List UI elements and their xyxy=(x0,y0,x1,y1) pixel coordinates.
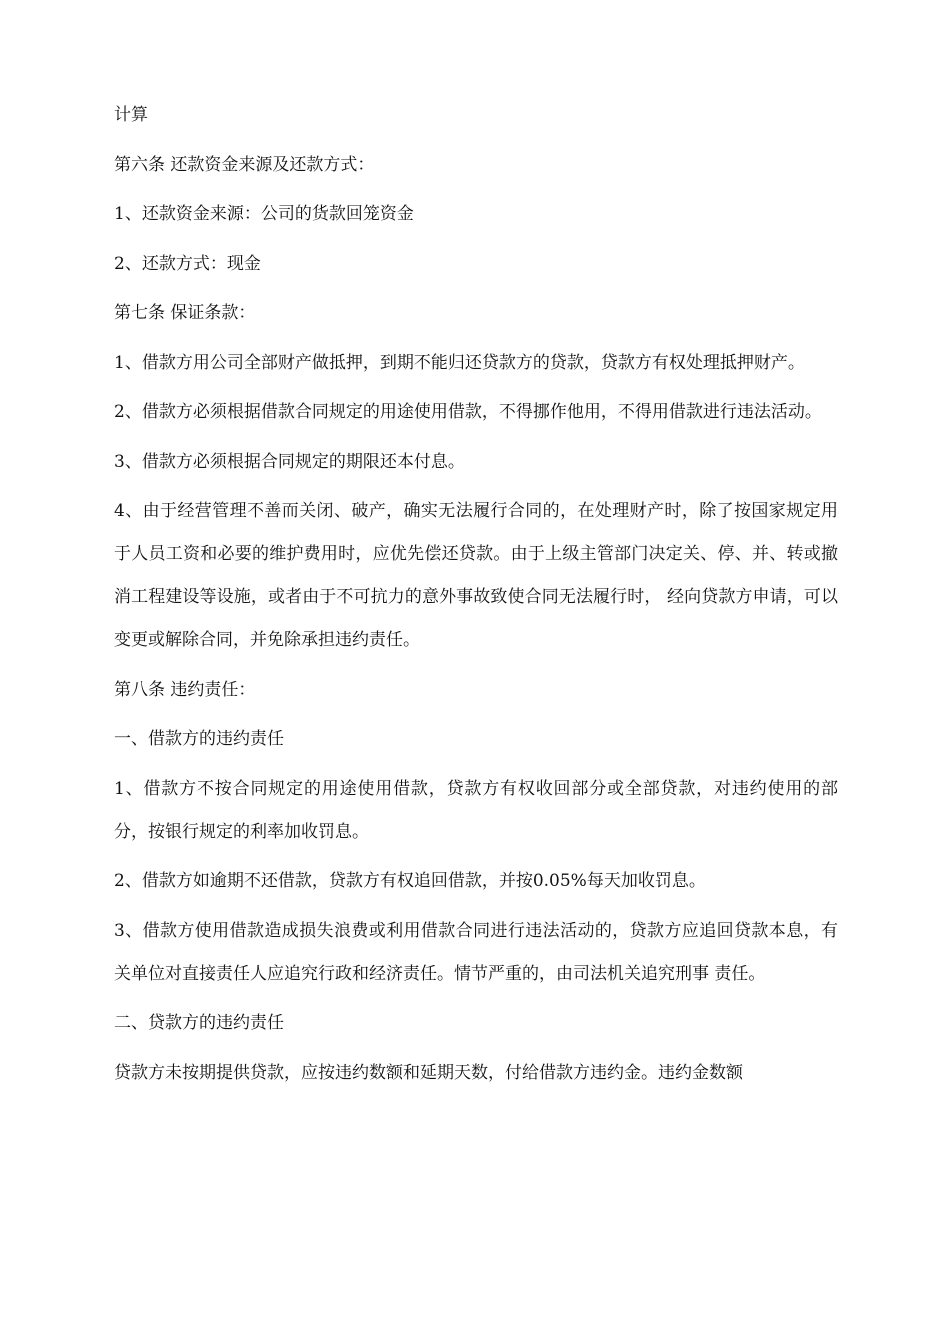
heading-article-6: 第六条 还款资金来源及还款方式： xyxy=(114,154,375,175)
heading-article-7: 第七条 保证条款： xyxy=(114,303,256,323)
paragraph-lender-liability: 贷款方未按期提供贷款，应按违约数额和延期天数，付给借款方违约金。违约金数额 xyxy=(114,1062,743,1083)
paragraph-guarantee-4: 4、由于经营管理不善而关闭、破产，确实无法履行合同的，在处理财产时，除了按国家规定用于人员工资和必要的维护费用时，应优先偿还贷款。由于上级主管部门决定关、停、并、转或撤消工程建设等设施，或者由于不可抗力的意外事故致使合同无法履行时， 经向贷款方申请，可以变更或解除合同，并免除承担违约责任。 xyxy=(114,501,838,650)
document-body xyxy=(114,94,838,1101)
paragraph-borrower-liability-3: 3、借款方使用借款造成损失浪费或利用借款合同进行违法活动的，贷款方应追回贷款本息，有关单位对直接责任人应追究行政和经济责任。情节严重的，由司法机关追究刑事 责任。 xyxy=(114,920,838,984)
heading-article-8: 第八条 违约责任： xyxy=(114,679,256,700)
paragraph-borrower-liability-2: 2、借款方如逾期不还借款，贷款方有权追回借款，并按0.05%每天加收罚息。 xyxy=(114,871,706,891)
paragraph-repayment-source: 1、还款资金来源：公司的货款回笼资金 xyxy=(114,204,414,224)
paragraph-guarantee-2: 2、借款方必须根据借款合同规定的用途使用借款，不得挪作他用，不得用借款进行违法活动。 xyxy=(114,402,822,422)
subheading-borrower-liability: 一、借款方的违约责任 xyxy=(114,729,284,749)
subheading-lender-liability: 二、贷款方的违约责任 xyxy=(114,1013,284,1033)
paragraph-repayment-method: 2、还款方式：现金 xyxy=(114,253,261,274)
paragraph-guarantee-1: 1、借款方用公司全部财产做抵押，到期不能归还贷款方的贷款，贷款方有权处理抵押财产。 xyxy=(114,352,805,373)
paragraph-borrower-liability-1: 1、借款方不按合同规定的用途使用借款，贷款方有权收回部分或全部贷款，对违约使用的部分，按银行规定的利率加收罚息。 xyxy=(114,778,838,842)
paragraph-calc: 计算 xyxy=(114,105,148,125)
paragraph-guarantee-3: 3、借款方必须根据合同规定的期限还本付息。 xyxy=(114,451,465,472)
